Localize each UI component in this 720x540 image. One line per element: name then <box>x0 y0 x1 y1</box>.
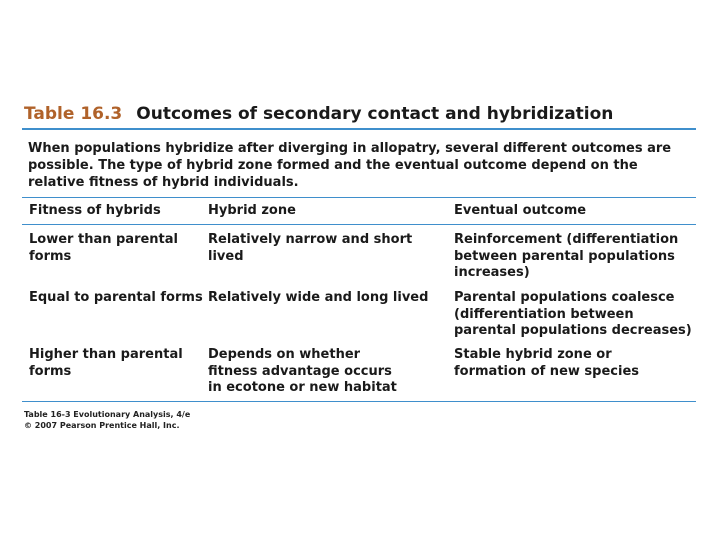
table-cell: Relatively narrow and short lived <box>208 232 413 264</box>
column-header-outcome: Eventual outcome <box>454 203 587 218</box>
table-cell: Higher than parental forms <box>29 347 183 379</box>
table-cell: Parental populations coalesce (differentiation between parental populations decreases) <box>454 290 692 338</box>
column-header-fitness: Fitness of hybrids <box>29 203 161 218</box>
caption-rule <box>22 197 696 198</box>
table-header <box>24 104 613 124</box>
table-number: Table 16.3 <box>24 104 123 124</box>
table-caption: When populations hybridize after diverging in allopatry, several different outcomes are possible. The type of hybrid zone formed and the eventual outcome depend on the relative fitness of hybrid individuals. <box>28 141 672 190</box>
header-rule <box>22 224 696 225</box>
table-cell: Equal to parental forms <box>29 290 203 305</box>
table-title: Outcomes of secondary contact and hybridization <box>136 104 614 124</box>
table-cell: Relatively wide and long lived <box>208 290 429 305</box>
copyright-notice: © 2007 Pearson Prentice Hall, Inc. <box>24 421 180 430</box>
table-cell: Stable hybrid zone or formation of new species <box>454 347 639 379</box>
table-cell: Reinforcement (differentiation between parental populations increases) <box>454 232 679 280</box>
bottom-rule <box>22 401 696 402</box>
table-cell: Depends on whether fitness advantage occurs in ecotone or new habitat <box>208 347 397 395</box>
column-header-hybrid-zone: Hybrid zone <box>208 203 296 218</box>
top-rule <box>22 128 696 130</box>
table-cell: Lower than parental forms <box>29 232 179 264</box>
source-credit: Table 16-3 Evolutionary Analysis, 4/e <box>24 410 191 419</box>
